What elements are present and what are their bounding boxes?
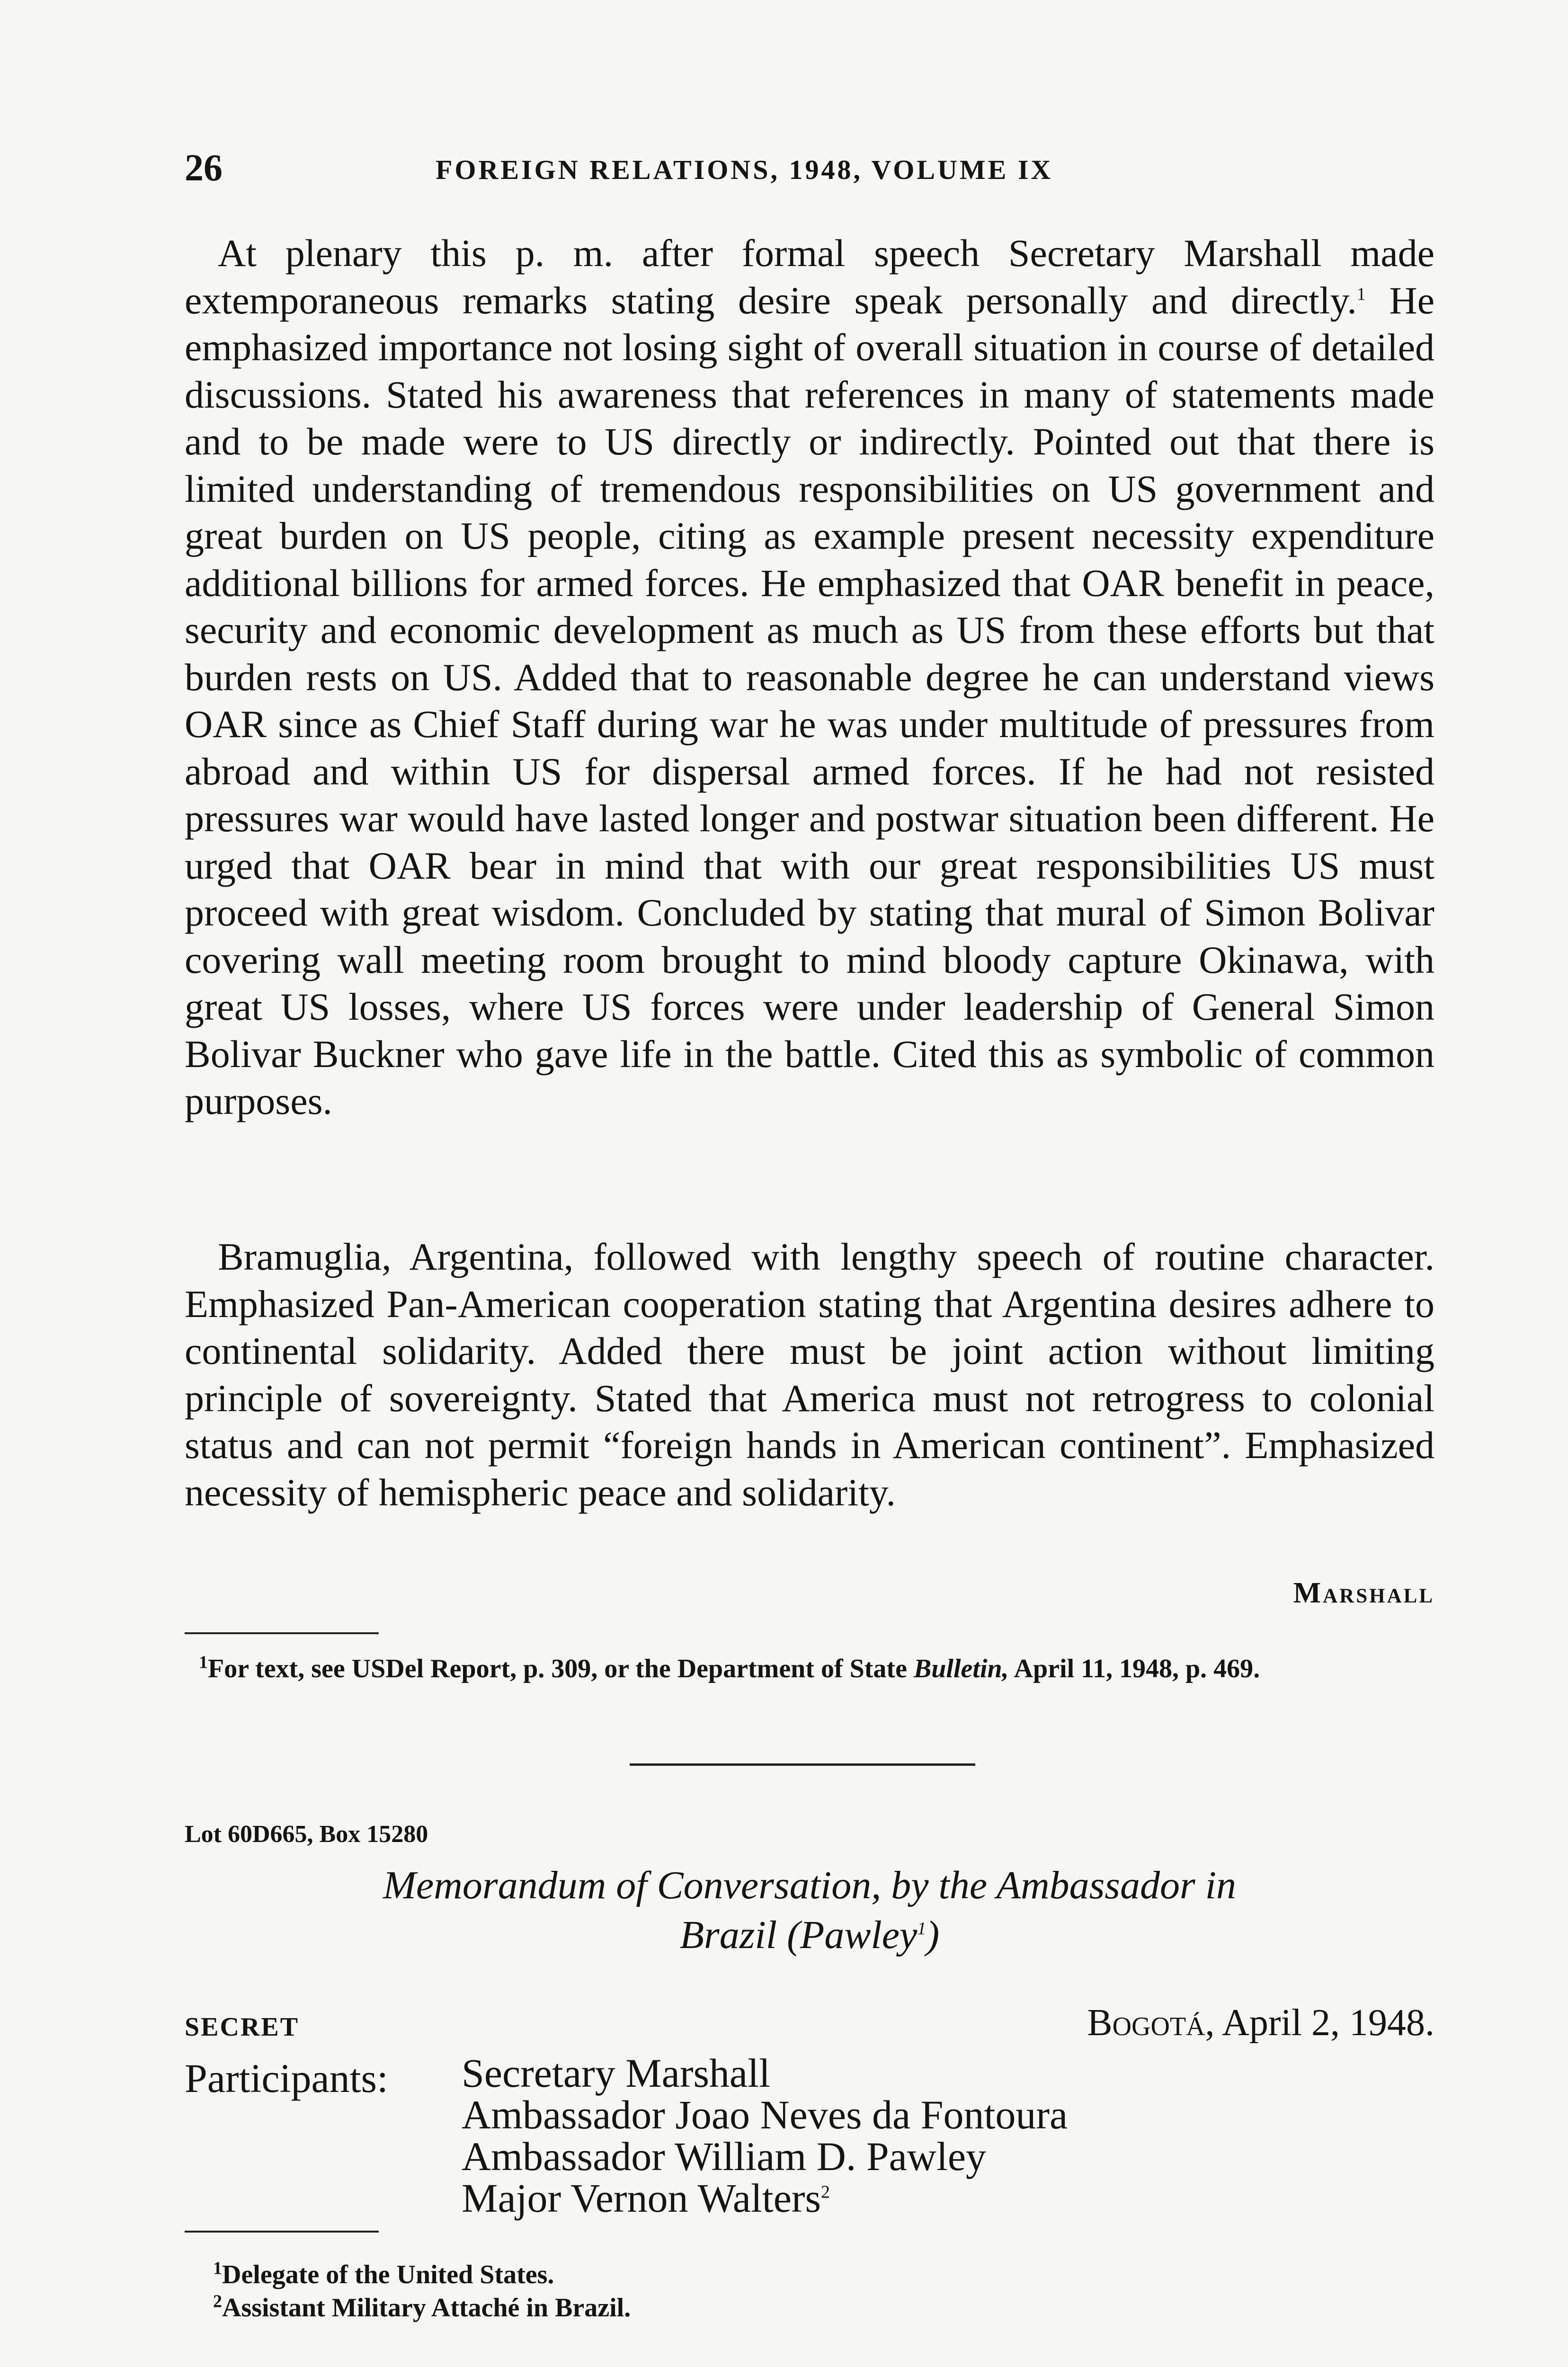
memo-title-ref: 1: [917, 1919, 927, 1939]
memo-footnote-1-text: Delegate of the United States.: [222, 2260, 554, 2289]
participant: [462, 2177, 1068, 2219]
participants-list: [462, 2052, 1068, 2219]
dateline-place: Bogotá: [1087, 2002, 1205, 2044]
participant-name: Major Vernon Walters: [462, 2175, 821, 2221]
footnote-1-text-b: April 11, 1948, p. 469.: [1008, 1654, 1260, 1683]
paragraph-1-text: At plenary this p. m. after formal speech Secretary Marshall made extemporaneous remarks stating desire speak personally and directly.: [185, 231, 1434, 322]
dateline-date: , April 2, 1948.: [1205, 2002, 1434, 2044]
paragraph-1-continued: He emphasized importance not losing sight of overall situation in course of detailed discussions. Stated his awareness that references in many of statements made and to be made were to US directly or indirectly. Pointed out that there is limited understanding of tremendous responsibilities on US government and great burden on US people, citing as example present necessity expenditure additional billions for armed forces. He emphasized that OAR benefit in peace, security and economic development as much as US from these efforts but that burden rests on US. Added that to reasonable degree he can understand views OAR since as Chief Staff during war he was under multitude of pressures from abroad and within US for dispersal armed forces. If he had not resisted pressures war would have lasted longer and postwar situation been different. He urged that OAR bear in mind that with our great responsibilities US must proceed with great wisdom. Concluded by stating that mural of Simon Bolivar covering wall meeting room brought to mind bloody capture Okinawa, with great US losses, where US forces were under leadership of General Simon Bolivar Buckner who gave life in the battle. Cited this as symbolic of common purposes.: [185, 278, 1435, 1122]
memo-title: [185, 1860, 1434, 1960]
footnote-1-bulletin: Bulletin,: [913, 1654, 1009, 1683]
footnote-1-text-a: For text, see USDel Report, p. 309, or the Department of State: [208, 1654, 914, 1683]
footnote-1: [185, 1652, 1434, 1685]
participant: Ambassador William D. Pawley: [462, 2134, 987, 2179]
memo-footnote-1: [213, 2258, 1349, 2291]
classification: SECRET: [185, 2012, 300, 2042]
section-divider: [630, 1763, 975, 1766]
footnote-1-mark: 1: [199, 1652, 208, 1673]
participant: Secretary Marshall: [462, 2050, 770, 2096]
signature: Marshall: [1293, 1577, 1434, 1609]
body-paragraph-1: [185, 230, 1434, 1125]
memo-footnote-1-mark: 1: [213, 2258, 222, 2278]
memo-title-line-1: Memorandum of Conversation, by the Ambassador in: [383, 1863, 1237, 1907]
footnote-rule-2: [185, 2231, 379, 2233]
memo-title-line-2: Brazil (Pawley: [679, 1913, 918, 1957]
participants-label: Participants:: [185, 2056, 388, 2101]
footnote-rule: [185, 1632, 379, 1634]
dateline: [1087, 2002, 1434, 2045]
memo-footnote-2-mark: 2: [213, 2291, 222, 2312]
body-paragraph-2: Bramuglia, Argentina, followed with lengthy speech of routine character. Emphasized Pan-American cooperation stating that Argentina desires adhere to continental solidarity. Added there must be joint action without limiting principle of sovereignty. Stated that America must not retrogress to colonial status and can not permit “foreign hands in American continent”. Emphasized necessity of hemispheric peace and solidarity.: [185, 1235, 1434, 1514]
participant-ref: 2: [820, 2182, 830, 2202]
footnote-ref-1: 1: [1356, 284, 1366, 304]
memo-footnote-2: [213, 2291, 1349, 2324]
running-title: FOREIGN RELATIONS, 1948, VOLUME IX: [436, 154, 1053, 185]
memo-title-close: ): [926, 1913, 940, 1957]
memo-footnote-2-text: Assistant Military Attaché in Brazil.: [222, 2293, 631, 2323]
page-number: 26: [185, 147, 223, 189]
participant: Ambassador Joao Neves da Fontoura: [462, 2092, 1068, 2137]
memo-footnotes: [213, 2258, 1349, 2324]
lot-reference: Lot 60D665, Box 15280: [185, 1821, 428, 1848]
